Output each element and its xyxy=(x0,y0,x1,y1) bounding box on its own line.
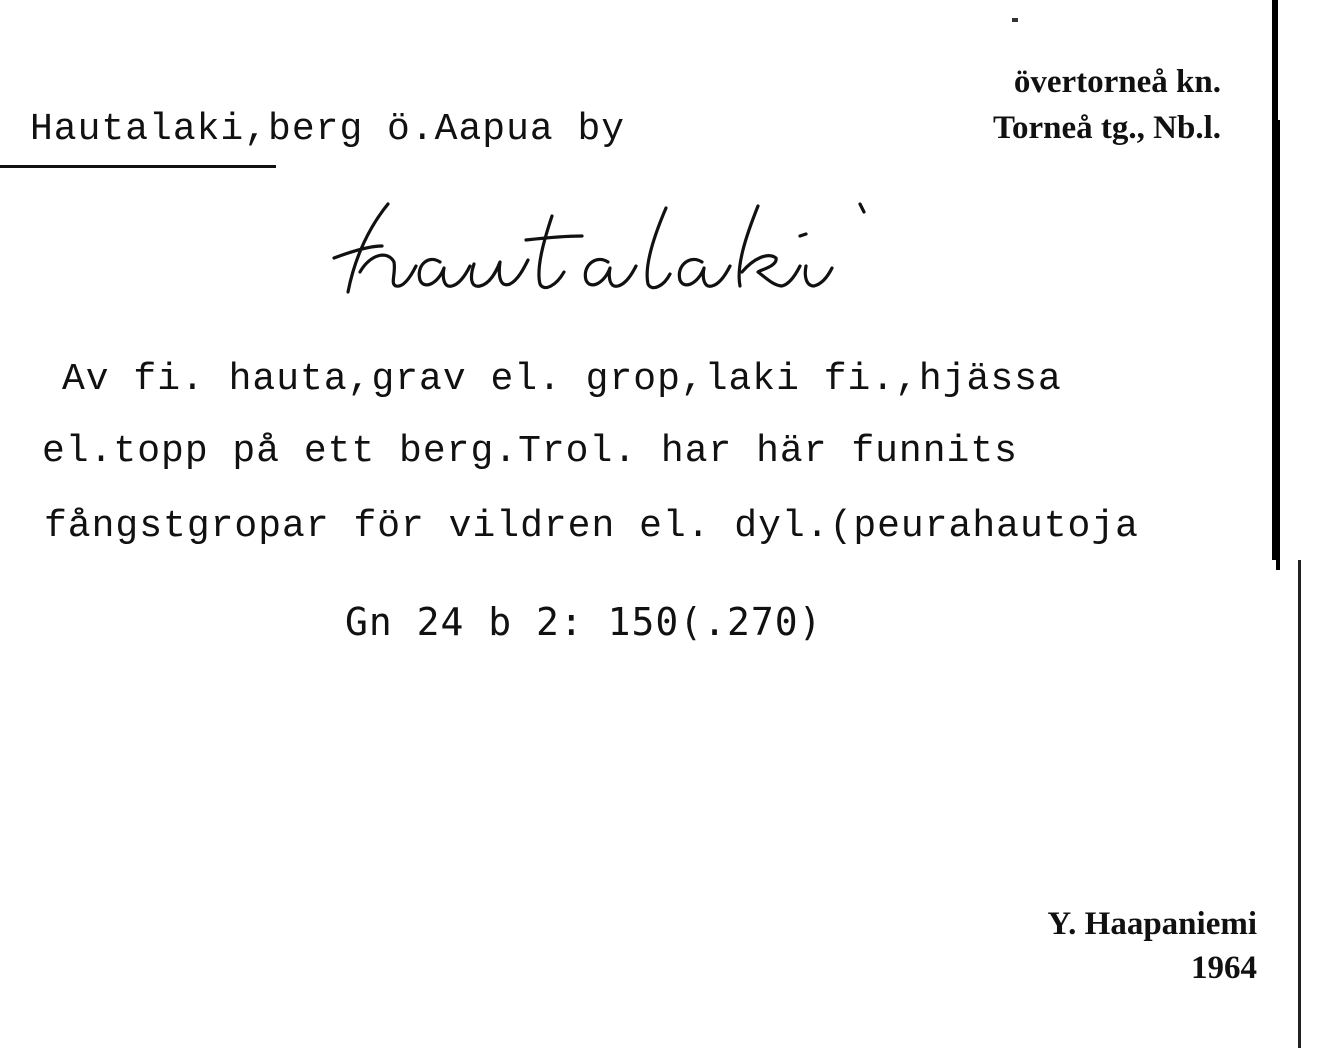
collector-name: Y. Haapaniemi xyxy=(1047,906,1257,942)
headword-line xyxy=(30,108,625,151)
card-edge-shadow-inner xyxy=(1276,120,1280,570)
parish-label: övertorneå kn. xyxy=(1013,64,1221,100)
collection-year: 1964 xyxy=(1191,950,1257,986)
headword-description: ,berg ö.Aapua by xyxy=(244,108,626,151)
etymology-line-2: el.topp på ett berg.Trol. har här funnits xyxy=(42,430,1018,473)
etymology-line-1: Av fi. hauta,grav el. grop,laki fi.,hjässa xyxy=(62,358,1062,401)
headword: Hautalaki xyxy=(30,108,245,151)
ink-speck xyxy=(1012,18,1018,22)
headword-underline xyxy=(0,165,276,168)
district-label: Torneå tg., Nb.l. xyxy=(993,110,1221,146)
handwritten-form-signature xyxy=(330,196,890,306)
source-reference: Gn 24 b 2: 150(.270) xyxy=(345,600,823,644)
etymology-line-3: fångstgropar för vildren el. dyl.(peurahautoja xyxy=(44,505,1139,548)
card-edge-line xyxy=(1298,560,1301,1048)
